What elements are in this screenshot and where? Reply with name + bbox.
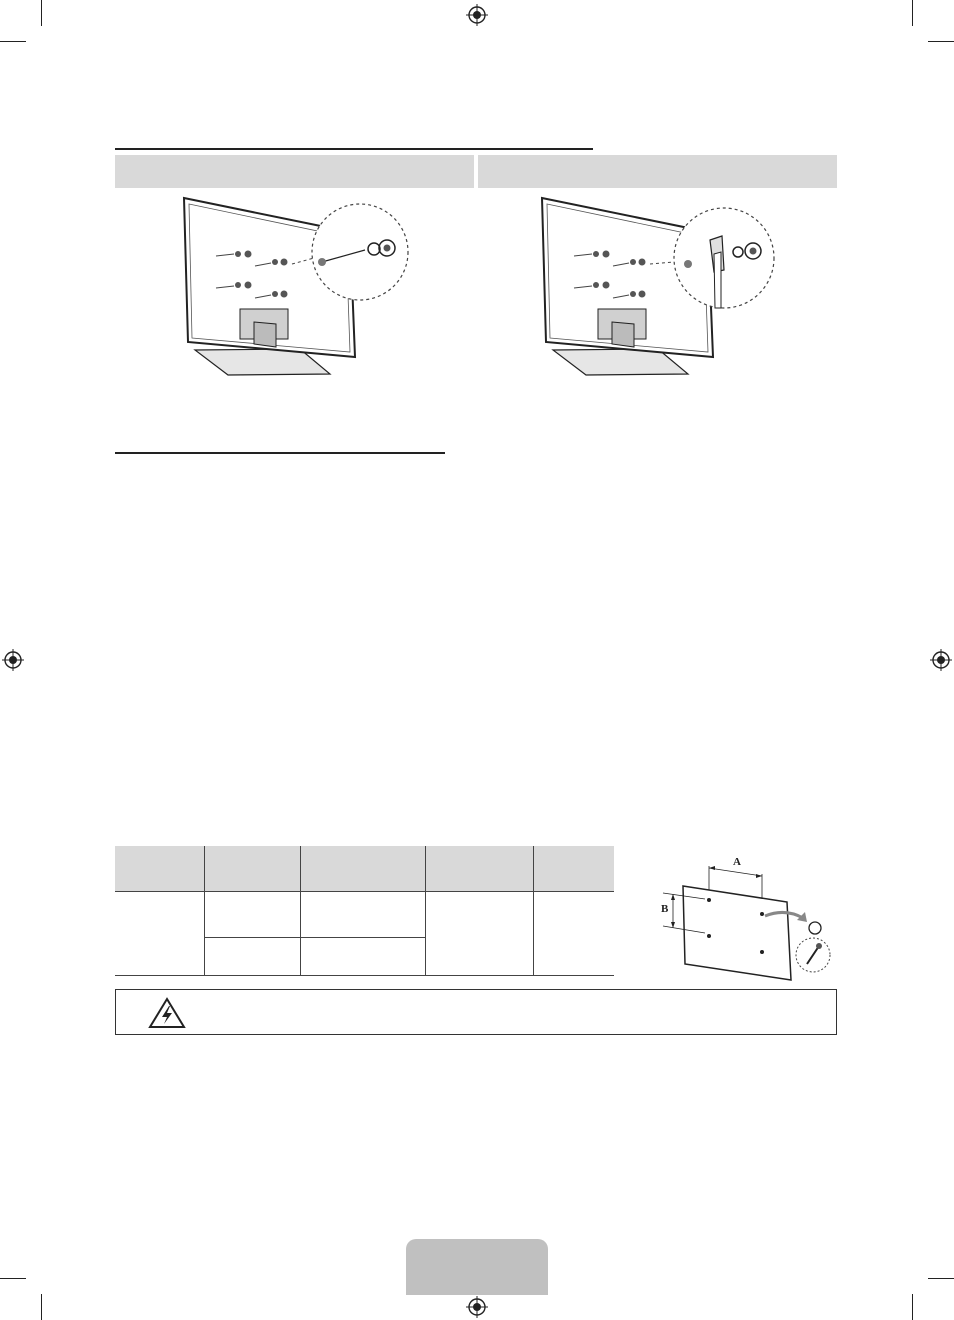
dimension-label-b: B bbox=[661, 903, 669, 915]
section-heading-rule bbox=[115, 452, 445, 454]
registration-mark-icon bbox=[466, 1296, 488, 1318]
table-cell bbox=[533, 891, 614, 975]
table-cell bbox=[115, 891, 205, 975]
crop-mark-icon bbox=[41, 1294, 42, 1320]
dimension-label-a: A bbox=[733, 856, 741, 868]
wall-mount-spec-table bbox=[115, 846, 614, 976]
crop-mark-icon bbox=[41, 0, 42, 26]
table-cell bbox=[205, 937, 301, 975]
tv-back-screws-icon bbox=[180, 192, 420, 382]
warning-box bbox=[115, 989, 837, 1035]
illustration-header-left bbox=[115, 155, 474, 188]
high-voltage-warning-icon bbox=[148, 997, 186, 1029]
crop-mark-icon bbox=[912, 0, 913, 26]
wall-mount-dimensions-icon bbox=[655, 852, 835, 982]
tv-back-holder-icon bbox=[538, 192, 778, 382]
registration-mark-icon bbox=[930, 649, 952, 671]
registration-mark-icon bbox=[466, 4, 488, 26]
section-heading-rule bbox=[115, 148, 593, 150]
table-header-cell bbox=[533, 846, 614, 891]
table-header-cell bbox=[115, 846, 205, 891]
table-header-cell bbox=[300, 846, 425, 891]
table-header-cell bbox=[205, 846, 301, 891]
crop-mark-icon bbox=[912, 1294, 913, 1320]
table-cell bbox=[300, 937, 425, 975]
illustration-header-right bbox=[478, 155, 837, 188]
registration-mark-icon bbox=[2, 649, 24, 671]
table-cell bbox=[205, 891, 301, 937]
crop-mark-icon bbox=[928, 1278, 954, 1279]
crop-mark-icon bbox=[928, 41, 954, 42]
page-number-tab bbox=[406, 1239, 548, 1295]
crop-mark-icon bbox=[0, 41, 26, 42]
table-header-cell bbox=[426, 846, 534, 891]
table-cell bbox=[426, 891, 534, 975]
table-cell bbox=[300, 891, 425, 937]
crop-mark-icon bbox=[0, 1278, 26, 1279]
